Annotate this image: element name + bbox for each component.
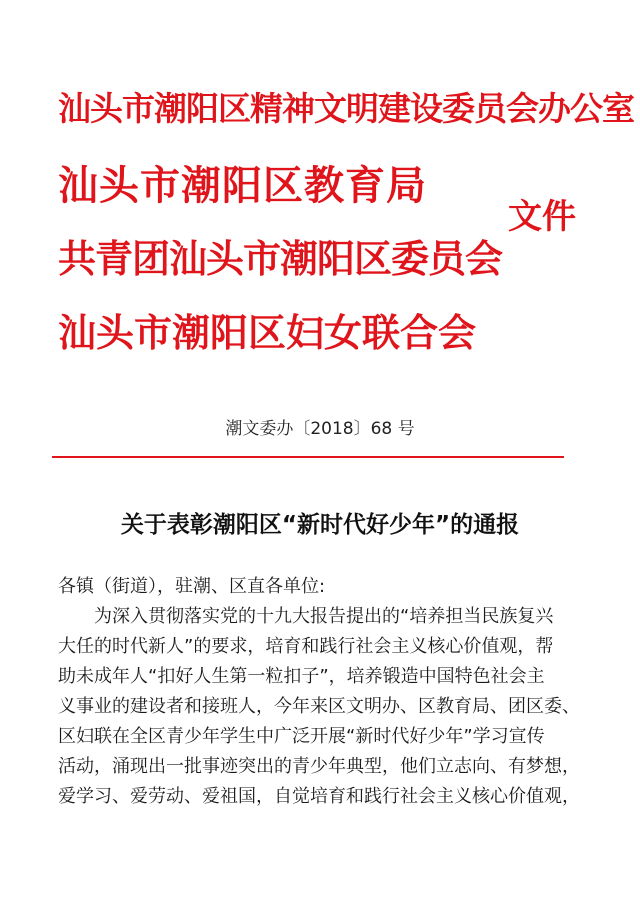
body-line: 为深入贯彻落实党的十九大报告提出的“培养担当民族复兴 — [94, 606, 554, 627]
salutation: 各镇（街道），驻潮、区直各单位: — [58, 576, 326, 597]
body-line: 活动，涌现出一批事迹突出的青少年典型，他们立志向、有梦想， — [58, 756, 580, 777]
body-line: 区妇联在全区青少年学生中广泛开展“新时代好少年”学习宣传 — [58, 726, 545, 747]
document-number: 潮文委办〔2018〕68 号 — [225, 419, 415, 439]
document-type-suffix: 文件 — [508, 197, 576, 237]
issuing-org-4: 汕头市潮阳区妇女联合会 — [58, 311, 477, 355]
issuing-org-1: 汕头市潮阳区精神文明建设委员会办公室 — [58, 89, 634, 128]
body-text — [58, 602, 578, 812]
body-line: 义事业的建设者和接班人，今年来区文明办、区教育局、团区委、 — [58, 696, 580, 717]
body-line: 大任的时代新人”的要求，培育和践行社会主义核心价值观，帮 — [58, 636, 554, 657]
body-line: 助未成年人“扣好人生第一粒扣子”，培养锻造中国特色社会主 — [58, 666, 545, 687]
document-title: 关于表彰潮阳区“新时代好少年”的通报 — [120, 512, 520, 538]
header-divider — [52, 456, 564, 458]
issuing-org-3: 共青团汕头市潮阳区委员会 — [58, 237, 503, 281]
issuing-org-2: 汕头市潮阳区教育局 — [58, 163, 427, 209]
body-line: 爱学习、爱劳动、爱祖国，自觉培育和践行社会主义核心价值观， — [58, 786, 580, 807]
